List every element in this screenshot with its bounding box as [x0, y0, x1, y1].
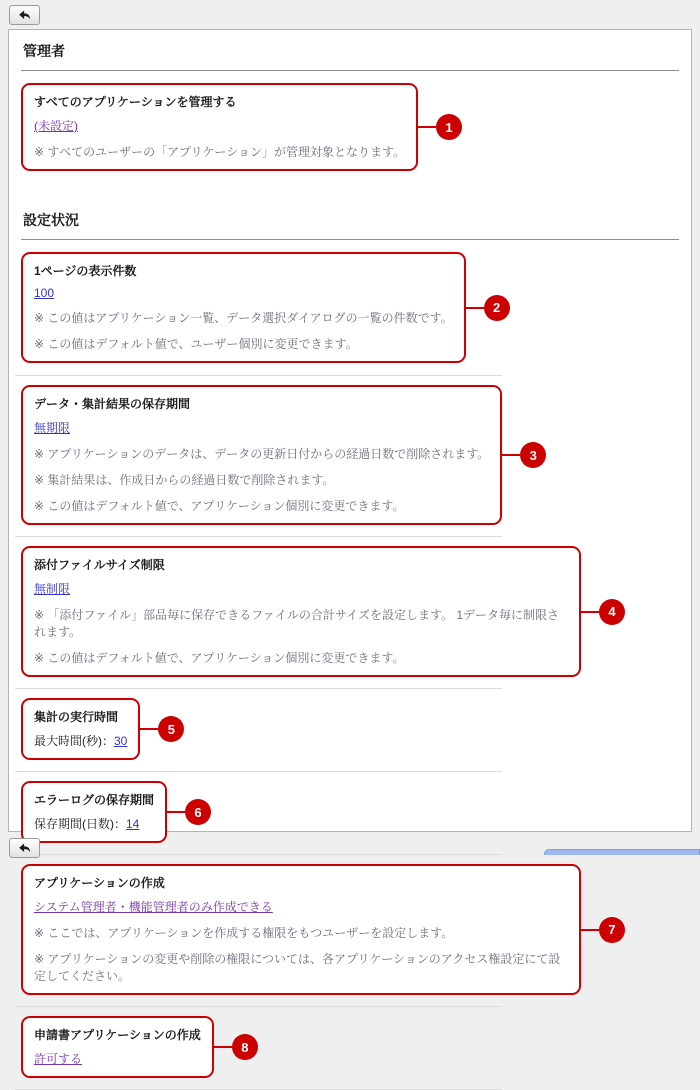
- callout-badge-1: 1: [436, 114, 462, 140]
- setting-note: ※ この値はデフォルト値で、アプリケーション個別に変更できます。: [34, 651, 405, 665]
- cutoff-tooltip-edge: [544, 849, 700, 855]
- setting-note: ※ この値はアプリケーション一覧、データ選択ダイアログの一覧の件数です。: [34, 311, 453, 325]
- setting-title: 添付ファイルサイズ制限: [34, 558, 165, 572]
- callout-badge-8: 8: [232, 1034, 258, 1060]
- setting-title: エラーログの保存期間: [34, 793, 155, 807]
- back-arrow-icon: [18, 841, 32, 855]
- setting-title: アプリケーションの作成: [34, 876, 165, 890]
- setting-link-max-seconds[interactable]: 30: [114, 734, 128, 748]
- separator: [15, 1006, 502, 1007]
- setting-note: ※ アプリケーションのデータは、データの更新日付からの経過日数で削除されます。: [34, 447, 490, 461]
- setting-link-form-app[interactable]: 許可する: [34, 1052, 83, 1066]
- value-label: 保存期間(日数)：: [34, 817, 126, 831]
- setting-value-line: [34, 815, 154, 832]
- callout-badge-2: 2: [484, 295, 510, 321]
- setting-value-line: [34, 732, 127, 749]
- setting-title: データ・集計結果の保存期間: [34, 397, 191, 411]
- setting-note: ※ すべてのユーザーの「アプリケーション」が管理対象となります。: [34, 145, 405, 159]
- setting-link-retention[interactable]: 無期限: [34, 421, 71, 435]
- setting-link-app-creation[interactable]: システム管理者・機能管理者のみ作成できる: [34, 900, 273, 914]
- setting-note: ※ ここでは、アプリケーションを作成する権限をもつユーザーを設定します。: [34, 926, 454, 940]
- setting-note: ※ この値はデフォルト値で、ユーザー個別に変更できます。: [34, 337, 358, 351]
- callout-badge-6: 6: [185, 799, 211, 825]
- setting-group-form-app-creation: [21, 1016, 679, 1078]
- setting-note: ※ この値はデフォルト値で、アプリケーション個別に変更できます。: [34, 499, 405, 513]
- setting-title: すべてのアプリケーションを管理する: [34, 95, 237, 109]
- back-button-bottom[interactable]: [9, 838, 40, 858]
- callout-connector: [581, 929, 599, 931]
- separator: [15, 771, 502, 772]
- callout-badge-3: 3: [520, 442, 546, 468]
- callout-connector: [418, 126, 436, 128]
- callout-connector: [502, 454, 520, 456]
- top-toolbar: [0, 0, 700, 29]
- setting-link-unset[interactable]: (未設定): [34, 119, 78, 133]
- separator: [15, 375, 502, 376]
- callout-box-8: [21, 1016, 214, 1078]
- setting-note: ※ アプリケーションの変更や削除の権限については、各アプリケーションのアクセス権設定にて設定してください。: [34, 952, 561, 983]
- content-panel: [8, 29, 692, 1066]
- setting-group-app-creation: [21, 864, 679, 995]
- back-button-top[interactable]: [9, 5, 40, 25]
- callout-connector: [466, 307, 484, 309]
- setting-link-attachment-limit[interactable]: 無制限: [34, 582, 71, 596]
- heading-admin: 管理者: [21, 38, 679, 71]
- setting-group-attachment-limit: [21, 546, 679, 677]
- setting-title: 集計の実行時間: [34, 710, 119, 724]
- setting-link-log-days[interactable]: 14: [126, 817, 140, 831]
- setting-title: 申請書アプリケーションの作成: [34, 1028, 201, 1042]
- setting-title: 1ページの表示件数: [34, 264, 137, 278]
- callout-connector: [140, 728, 158, 730]
- separator: [15, 536, 502, 537]
- setting-group-page-size: [21, 252, 679, 363]
- heading-status: 設定状況: [21, 207, 679, 240]
- callout-box-5: [21, 698, 140, 760]
- callout-box-7: [21, 864, 581, 995]
- callout-badge-5: 5: [158, 716, 184, 742]
- callout-connector: [214, 1046, 232, 1048]
- callout-badge-4: 4: [599, 599, 625, 625]
- setting-link-page-size[interactable]: 100: [34, 286, 55, 300]
- setting-group-retention: [21, 385, 679, 525]
- callout-box-3: [21, 385, 502, 525]
- callout-box-4: [21, 546, 581, 677]
- callout-box-6: [21, 781, 167, 843]
- callout-connector: [581, 611, 599, 613]
- callout-badge-7: 7: [599, 917, 625, 943]
- setting-note: ※ 集計結果は、作成日からの経過日数で削除されます。: [34, 473, 335, 487]
- separator: [15, 688, 502, 689]
- callout-box-1: [21, 83, 418, 171]
- callout-connector: [167, 811, 185, 813]
- setting-note: ※ 「添付ファイル」部品毎に保存できるファイルの合計サイズを設定します。 1データ毎に制限されます。: [34, 608, 560, 639]
- setting-group-aggregation-time: [21, 698, 679, 760]
- value-label: 最大時間(秒)：: [34, 734, 114, 748]
- setting-group-manage-all-apps: [21, 83, 679, 171]
- back-arrow-icon: [18, 8, 32, 22]
- callout-box-2: [21, 252, 466, 363]
